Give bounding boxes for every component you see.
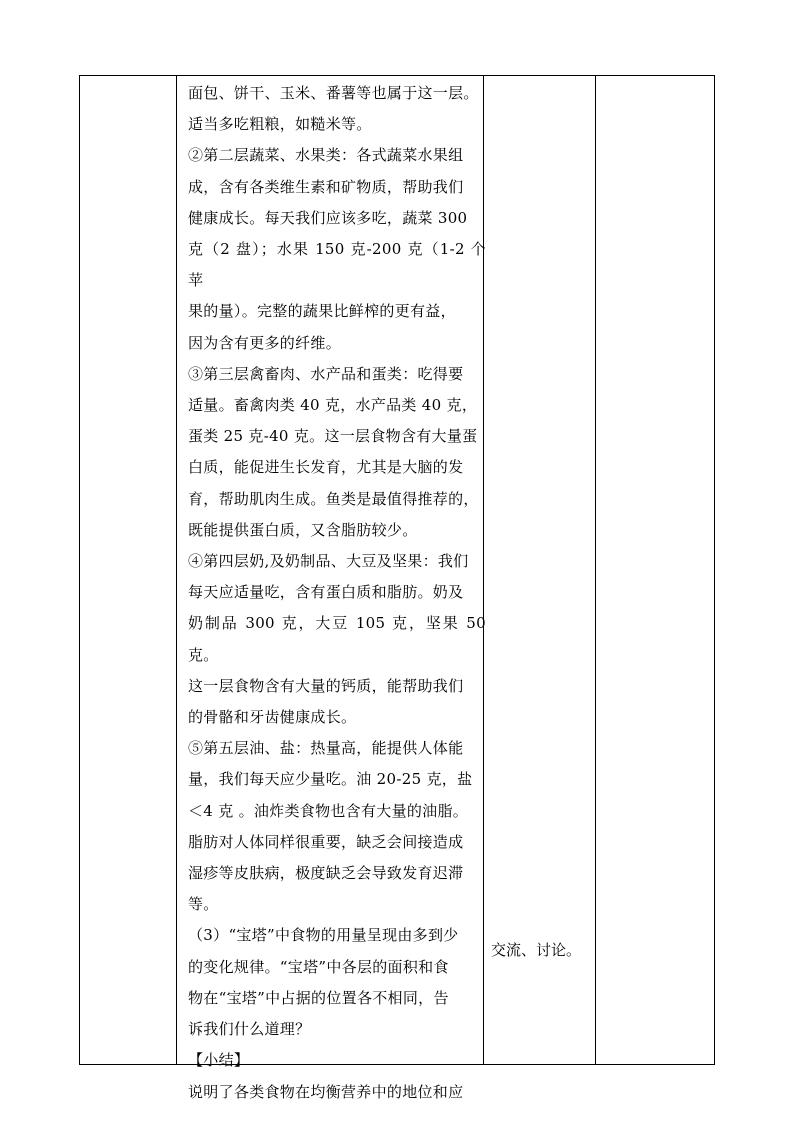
content-line: 克（2 盘）；水果 150 克-200 克（1-2 个苹: [188, 240, 486, 290]
content-line: ③第三层禽畜肉、水产品和蛋类：吃得要: [188, 364, 464, 383]
column-divider: [595, 76, 596, 1064]
content-line: 因为含有更多的纤维。: [188, 333, 342, 352]
content-line: ＜4 克 。油炸类食物也含有大量的油脂。: [188, 801, 469, 820]
student-activity-cell: 交流、讨论。: [491, 941, 582, 959]
content-line: 等。: [188, 895, 219, 914]
content-line: 脂肪对人体同样很重要，缺乏会间接造成: [188, 832, 464, 851]
content-line: 适当多吃粗粮，如糙米等。: [188, 115, 372, 134]
content-line: 适量。畜禽肉类 40 克，水产品类 40 克，: [188, 396, 478, 415]
content-line: 白质，能促进生长发育，尤其是大脑的发: [188, 458, 464, 477]
content-line: 的变化规律。“宝塔”中各层的面积和食: [188, 957, 449, 976]
content-line: 面包、饼干、玉米、番薯等也属于这一层。: [188, 84, 479, 102]
teaching-content-cell: [184, 76, 486, 1108]
content-line: 的骨骼和牙齿健康成长。: [188, 708, 357, 727]
content-line: ⑤第五层油、盐：热量高，能提供人体能: [188, 739, 464, 758]
content-line: 湿疹等皮肤病，极度缺乏会导致发育迟滞: [188, 864, 464, 883]
content-line: 成，含有各类维生素和矿物质，帮助我们: [188, 177, 464, 196]
content-line: 既能提供蛋白质，又含脂肪较少。: [188, 520, 418, 539]
content-line: 物在“宝塔”中占据的位置各不相同，告: [188, 988, 449, 1007]
content-line: ②第二层蔬菜、水果类：各式蔬菜水果组: [188, 146, 464, 165]
content-line: 诉我们什么道理？: [188, 1020, 311, 1039]
content-line: 这一层食物含有大量的钙质，能帮助我们: [188, 676, 464, 695]
lesson-table: [79, 75, 715, 1101]
content-line: 果的量）。完整的蔬果比鲜榨的更有益，: [188, 302, 456, 321]
content-line: 【小结】: [188, 1051, 250, 1070]
content-line: 每天应适量吃，含有蛋白质和脂肪。奶及: [188, 583, 464, 602]
content-line: 育，帮助肌肉生成。鱼类是最值得推荐的，: [188, 489, 479, 508]
content-line: 量，我们每天应少量吃。油 20-25 克，盐: [188, 770, 473, 789]
column-divider: [176, 76, 177, 1064]
content-line: 说明了各类食物在均衡营养中的地位和应: [188, 1082, 464, 1101]
content-line: 奶制品 300 克，大豆 105 克，坚果 50 克。: [188, 614, 486, 664]
content-line: （3）“宝塔”中食物的用量呈现由多到少: [188, 926, 459, 945]
content-line: 健康成长。每天我们应该多吃，蔬菜 300: [188, 208, 468, 227]
content-line: ④第四层奶,及奶制品、大豆及坚果：我们: [188, 552, 469, 571]
content-line: 蛋类 25 克-40 克。这一层食物含有大量蛋: [188, 427, 478, 446]
